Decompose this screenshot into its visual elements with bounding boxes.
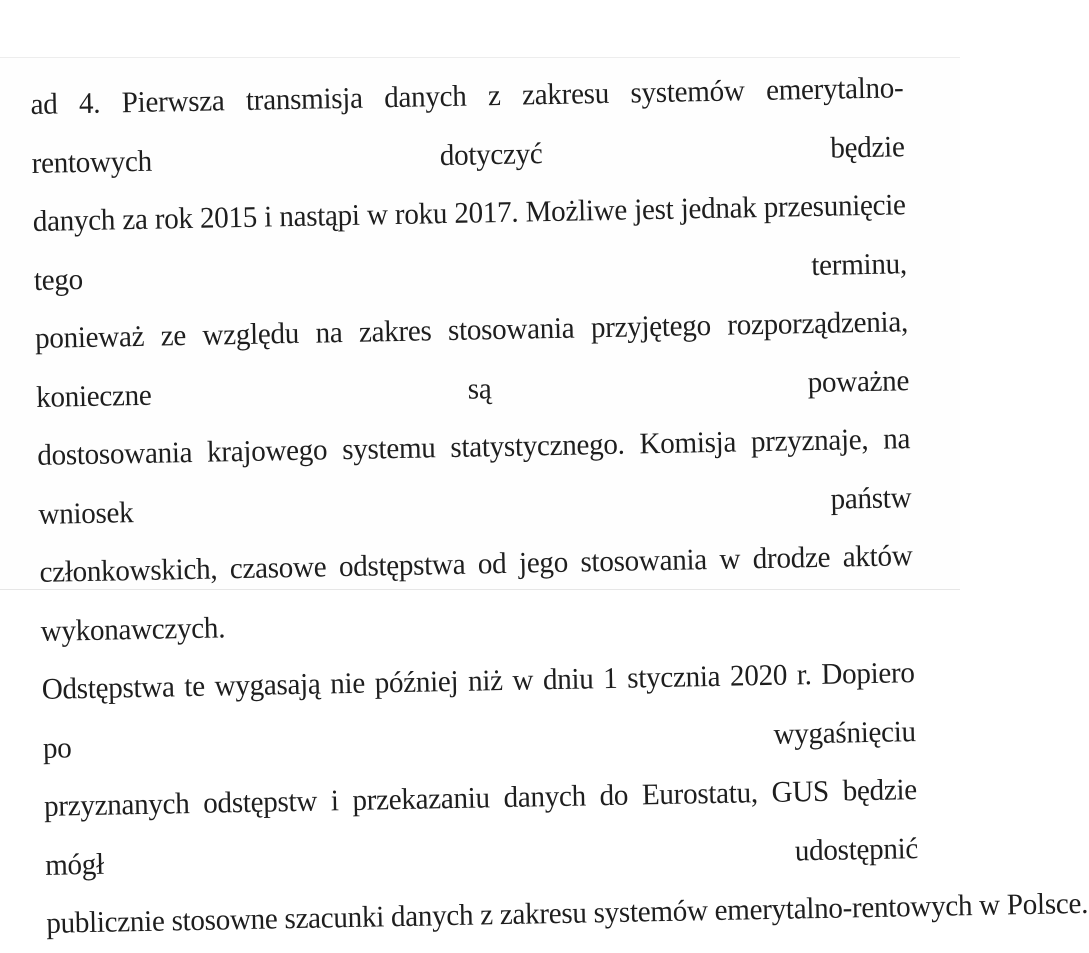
- paragraph-line-3: ponieważ ze względu na zakres stosowania przyjętego rozporządzenia, konieczne są poważne: [34, 305, 910, 414]
- paragraph-line-4: dostosowania krajowego systemu statystycznego. Komisja przyznaje, na wniosek państw: [36, 422, 912, 531]
- paragraph-line-1: ad 4. Pierwsza transmisja danych z zakresu systemów emerytalno-rentowych dotyczyć będzie: [30, 71, 905, 180]
- paragraph-line-2: danych za rok 2015 i nastąpi w roku 2017. Możliwe jest jednak przesunięcie tego terminu,: [32, 188, 908, 297]
- paragraph-line-7: przyznanych odstępstw i przekazaniu danych do Eurostatu, GUS będzie mógł udostępnić: [43, 773, 919, 882]
- scanned-document-image: [0, 57, 1089, 940]
- document-paragraph: [30, 59, 1089, 953]
- paragraph-line-6: Odstępstwa te wygasają nie później niż w dniu 1 stycznia 2020 r. Dopiero po wygaśnięciu: [41, 656, 917, 765]
- paragraph-line-5: członkowskich, czasowe odstępstwa od jego stosowania w drodze aktów wykonawczych.: [39, 539, 913, 648]
- paragraph-line-8: publicznie stosowne szacunki danych z zakresu systemów emerytalno-rentowych w Polsce.: [45, 886, 1089, 940]
